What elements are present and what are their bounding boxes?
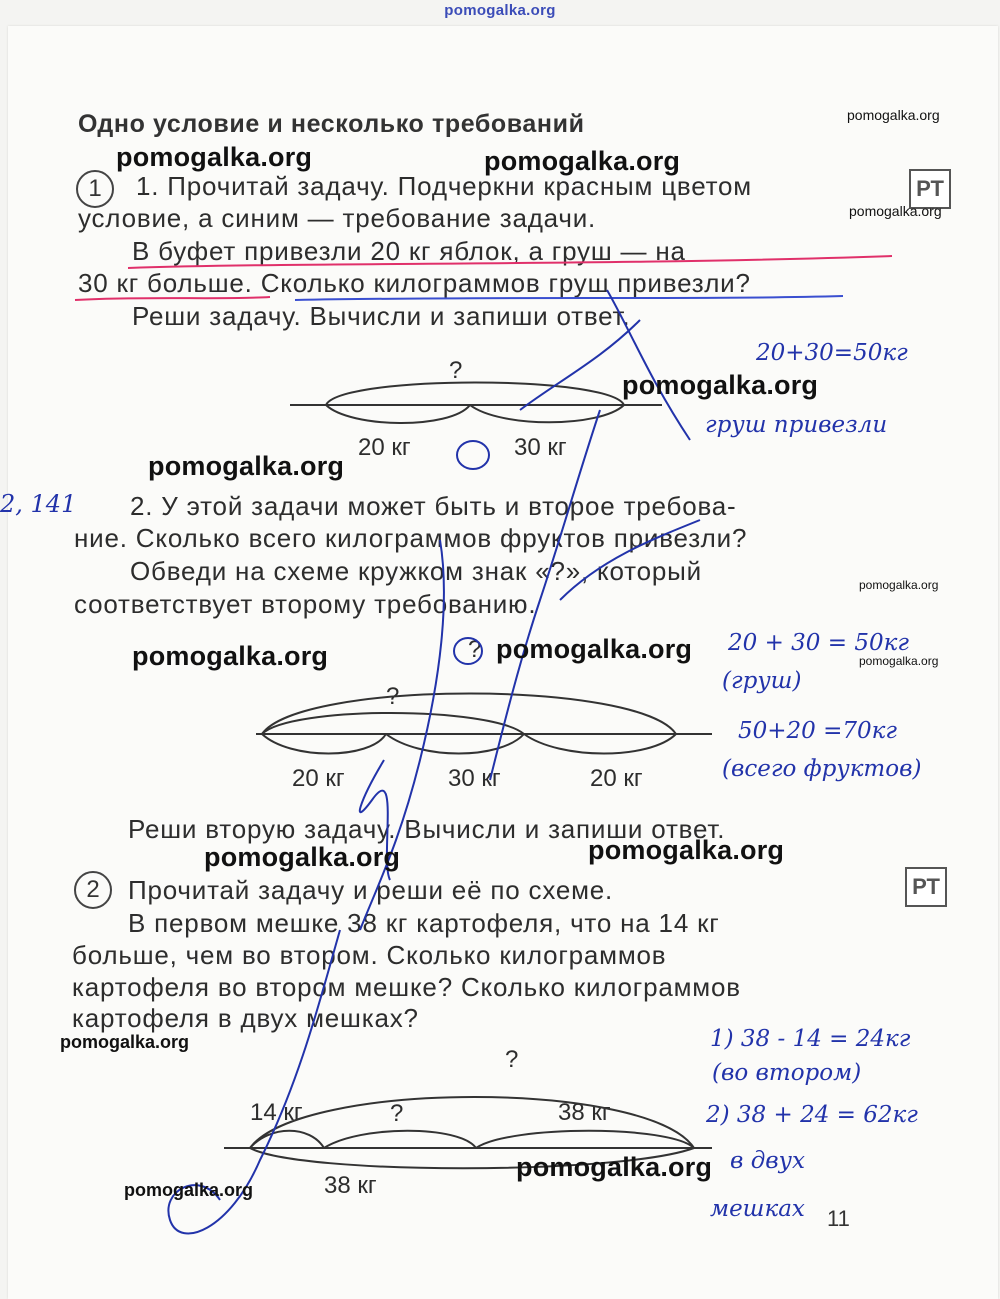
task1-line-2: условие, а синим — требование задачи.	[78, 203, 597, 233]
rt-badge-task2: РТ	[905, 867, 947, 907]
diagram3-bottom-label: 38 кг	[324, 1172, 377, 1199]
watermark: pomogalka.org	[859, 654, 939, 668]
rt-badge-task1: РТ	[909, 169, 951, 209]
task-number-1: 1	[76, 170, 114, 208]
task1-part2-line-4: соответствует второму требованию.	[74, 589, 537, 619]
task1-part2-solve: Реши вторую задачу. Вычисли и запиши ответ.	[128, 814, 726, 844]
watermark: pomogalka.org	[132, 641, 329, 671]
task2-line-3: больше, чем во втором. Сколько килограммов	[72, 940, 667, 970]
watermark: pomogalka.org	[60, 1032, 190, 1052]
watermark: pomogalka.org	[516, 1152, 713, 1182]
handwritten-answer1-text: груш привезли	[705, 412, 888, 438]
task2-line-4: картофеля во втором мешке? Сколько килограммов	[72, 972, 741, 1002]
watermark: pomogalka.org	[484, 146, 681, 176]
handwritten-margin-note: 2, 141	[0, 490, 77, 518]
diagram1-question: ?	[449, 357, 463, 384]
diagram2-outer-question: ?	[468, 636, 482, 663]
watermark: pomogalka.org	[622, 370, 819, 400]
handwritten-answer3-note1: (во втором)	[712, 1060, 862, 1086]
task1-condition-line-2: 30 кг больше. Сколько килограммов груш привезли?	[78, 268, 751, 298]
task-number-2: 2	[74, 871, 112, 909]
diagram3-left-top-label: 14 кг	[250, 1099, 303, 1126]
task1-part2-line-1: 2. У этой задачи может быть и второе требова-	[130, 491, 737, 521]
handwritten-answer2-calc1: 20 + 30 = 50кг	[728, 630, 909, 656]
handwritten-answer2-note2: (всего фруктов)	[722, 756, 922, 782]
diagram2-label-a: 20 кг	[292, 765, 345, 792]
diagram3-question-top: ?	[505, 1046, 519, 1073]
page-number: 11	[827, 1206, 850, 1231]
diagram1-right-label: 30 кг	[514, 434, 567, 461]
task2-line-5: картофеля в двух мешках?	[72, 1003, 419, 1033]
diagram3-right-top-label: 38 кг	[558, 1099, 611, 1126]
task1-part2-line-2: ние. Сколько всего килограммов фруктов привезли?	[74, 523, 748, 553]
watermark: pomogalka.org	[148, 451, 345, 481]
handwritten-answer3-note2a: в двух	[730, 1148, 805, 1174]
watermark: pomogalka.org	[204, 842, 401, 872]
diagram1-left-label: 20 кг	[358, 434, 411, 461]
diagram2-inner-question: ?	[386, 683, 400, 710]
diagram3-question-inner: ?	[390, 1100, 404, 1127]
handwritten-answer2-note1: (груш)	[722, 668, 802, 694]
diagram2-label-c: 20 кг	[590, 765, 643, 792]
watermark: pomogalka.org	[116, 142, 313, 172]
watermark: pomogalka.org	[124, 1180, 254, 1200]
watermark: pomogalka.org	[588, 835, 785, 865]
task1-condition-line-1: В буфет привезли 20 кг яблок, а груш — на	[132, 236, 686, 266]
page-title: Одно условие и несколько требований	[78, 110, 585, 138]
task1-line-1: 1. Прочитай задачу. Подчеркни красным цветом	[136, 171, 752, 201]
handwritten-answer2-calc2: 50+20 =70кг	[738, 718, 898, 744]
diagram2-label-b: 30 кг	[448, 765, 501, 792]
watermark: pomogalka.org	[496, 634, 693, 664]
handwritten-answer1-calc: 20+30=50кг	[756, 340, 908, 366]
watermark: pomogalka.org	[849, 203, 942, 219]
task2-line-2: В первом мешке 38 кг картофеля, что на 14 кг	[128, 908, 720, 938]
handwritten-answer3-calc1: 1) 38 - 14 = 24кг	[710, 1026, 911, 1052]
watermark: pomogalka.org	[847, 107, 940, 123]
site-watermark-top: pomogalka.org	[444, 2, 556, 19]
task2-line-1: Прочитай задачу и реши её по схеме.	[128, 875, 614, 905]
handwritten-answer3-calc2: 2) 38 + 24 = 62кг	[706, 1102, 918, 1128]
task1-solve-instruction: Реши задачу. Вычисли и запиши ответ.	[132, 301, 631, 331]
task1-part2-line-3: Обведи на схеме кружком знак «?», который	[130, 556, 702, 586]
watermark: pomogalka.org	[859, 578, 939, 592]
handwritten-answer3-note2b: мешках	[710, 1196, 805, 1222]
